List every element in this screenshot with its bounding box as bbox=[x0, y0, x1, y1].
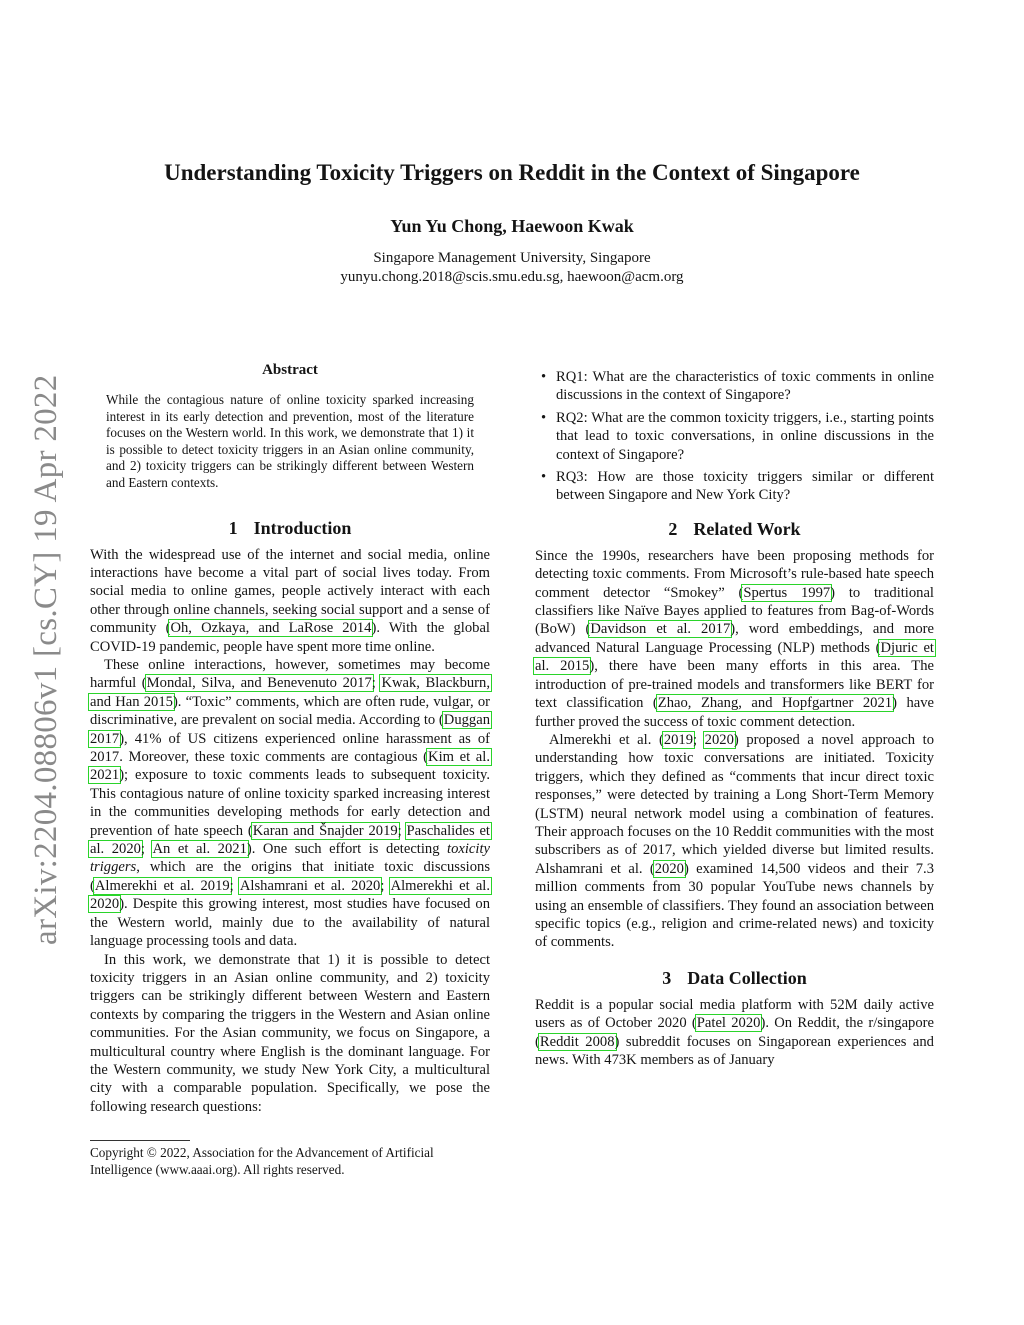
paper-title: Understanding Toxicity Triggers on Reddit in the Context of Singapore bbox=[164, 160, 860, 185]
section-title: Introduction bbox=[253, 517, 352, 538]
section-title: Data Collection bbox=[687, 967, 807, 988]
citation-link[interactable]: Karan and Šnajder 2019 bbox=[252, 822, 398, 839]
section-number: 2 bbox=[668, 518, 678, 539]
section-heading-data-collection bbox=[535, 968, 934, 989]
left-column bbox=[90, 362, 490, 1116]
citation-link[interactable]: Reddit 2008 bbox=[539, 1033, 615, 1050]
research-questions-list bbox=[535, 368, 934, 505]
citation-link[interactable]: An et al. 2021 bbox=[152, 841, 247, 858]
section-number: 1 bbox=[228, 517, 238, 538]
footnote-text: Copyright © 2022, Association for the Advancement of Artificial Intelligence (www.aaai.org). All rights reserved. bbox=[90, 1145, 434, 1177]
citation-link[interactable]: Kim et al. 2021 bbox=[90, 749, 490, 784]
section-heading-related-work bbox=[535, 519, 934, 540]
list-item: • RQ3: How are those toxicity triggers similar or different between Singapore and New York City? bbox=[541, 469, 934, 504]
citation-link[interactable]: 2019 bbox=[663, 731, 693, 748]
citation-link[interactable]: Davidson et al. 2017 bbox=[590, 621, 731, 638]
right-column bbox=[535, 362, 934, 1069]
citation-link[interactable]: Djuric et al. 2015 bbox=[535, 639, 934, 675]
related-paragraph-2: Almerekhi et al. (2019; 2020) proposed a novel approach to understanding how toxic conversations are initiated. Toxicity triggers, which they defined as “comments that incur direct toxic responses,” were detected by training a Long Short-Term Memory (LSTM) neural network model using a combination of features. Their approach focuses on the 10 Reddit communities with the most subscribers as of 2017, which yielded diverse but limited results. Alshamrani et al. (2020) examined 14,500 videos and their 7.3 million comments from 30 popular YouTube news channels by using an ensemble of classifiers. They found an association between specific topics (e.g., religion and crime-related news) and toxicity of comments. bbox=[535, 731, 934, 951]
citation-link[interactable]: 2020 bbox=[654, 860, 684, 877]
section-heading-introduction bbox=[90, 518, 490, 539]
citation-link[interactable]: Spertus 1997 bbox=[743, 584, 831, 601]
paper-authors: Yun Yu Chong, Haewoon Kwak bbox=[390, 216, 634, 236]
arxiv-identifier: arXiv:2204.08806v1 [cs.CY] 19 Apr 2022 bbox=[28, 374, 64, 945]
citation-link[interactable]: Mondal, Silva, and Benevenuto 2017 bbox=[146, 675, 372, 692]
section-title: Related Work bbox=[693, 518, 801, 539]
citation-link[interactable]: Oh, Ozkaya, and LaRose 2014 bbox=[170, 620, 372, 637]
related-paragraph-1: Since the 1990s, researchers have been proposing methods for detecting toxic comments. From Microsoft’s rule-based hate speech comment detector “Smokey” (Spertus 1997) to traditional classifiers like Naïve Bayes applied to features from Bag-of-Words (BoW) (Davidson et al. 2017), word embeddings, and more advanced Natural Language Processing (NLP) methods (Djuric et al. 2015), there have been many efforts in this area. The introduction of pre-trained models and transformers like BERT for text classification (Zhao, Zhang, and Hopfgartner 2021) have further proved the success of toxic comment detection. bbox=[535, 547, 934, 730]
section-number: 3 bbox=[662, 967, 672, 988]
citation-link[interactable]: Patel 2020 bbox=[696, 1015, 761, 1032]
affiliation-line: Singapore Management University, Singapore bbox=[373, 250, 651, 266]
copyright-footnote bbox=[90, 1140, 490, 1178]
intro-paragraph-2: These online interactions, however, sometimes may become harmful (Mondal, Silva, and Benevenuto 2017; Kwak, Blackburn, and Han 2015). “Toxic” comments, which are often rude, vulgar, or discriminative, are prevalent on social media. According to (Duggan 2017), 41% of US citizens experienced online harassment as of 2017. Moreover, these toxic comments are contagious (Kim et al. 2021); exposure to toxic comments leads to subsequent toxicity. This contagious nature of online toxicity sparked increasing interest in the communities developing methods for early detection and prevention of hate speech (Karan and Šnajder 2019; Paschalides et al. 2020; An et al. 2021). One such effort is detecting toxicity triggers, which are the origins that initiate toxic discussions (Almerekhi et al. 2019; Alshamrani et al. 2020; Almerekhi et al. 2020). Despite this growing interest, most studies have focused on the Western world, mainly due to the availability of natural language processing tools and data. bbox=[90, 657, 491, 950]
footnote-divider bbox=[90, 1140, 190, 1141]
intro-paragraph-3: In this work, we demonstrate that 1) it is possible to detect toxicity triggers in an Asian online community, and 2) toxicity triggers can be strikingly different between Western and Eastern contexts by comparing the triggers in the Western and Asian online communities. For the Asian community, we focus on Singapore, a multicultural country where English is the dominant language. For the Western community, we study New York City, a multicultural city with a comparable population. Specifically, we pose the following research questions: bbox=[90, 951, 490, 1115]
bullet-icon: • bbox=[541, 409, 547, 426]
abstract-heading: Abstract bbox=[262, 362, 318, 378]
citation-link[interactable]: Zhao, Zhang, and Hopfgartner 2021 bbox=[657, 695, 893, 712]
citation-link[interactable]: Almerekhi et al. 2019 bbox=[94, 877, 230, 894]
bullet-icon: • bbox=[541, 369, 547, 385]
abstract-text: While the contagious nature of online toxicity sparked increasing interest in its early detection and prevention, most of the literature focuses on the Western world. In this work, we demonstrate that 1) it is possible to detect toxicity triggers in an Asian online community, and 2) toxicity triggers can be strikingly different between Western and Eastern contexts. bbox=[106, 392, 474, 490]
list-item: • RQ1: What are the characteristics of toxic comments in online discussions in the context of Singapore? bbox=[541, 369, 934, 404]
data-paragraph-1: Reddit is a popular social media platform with 52M daily active users as of October 2020 (Patel 2020). On Reddit, the r/singapore (Reddit 2008) subreddit focuses on Singaporean experiences and news. With 473K members as of January bbox=[535, 996, 934, 1068]
author-emails: yunyu.chong.2018@scis.smu.edu.sg, haewoon@acm.org bbox=[340, 269, 684, 285]
citation-link[interactable]: Alshamrani et al. 2020 bbox=[239, 877, 381, 894]
list-item: • RQ2: What are the common toxicity triggers, i.e., starting points that lead to toxic conversations, in online discussions in the context of Singapore? bbox=[541, 409, 934, 463]
citation-link[interactable]: Kwak, Blackburn, and Han 2015 bbox=[90, 675, 490, 710]
citation-link[interactable]: 2020 bbox=[704, 731, 734, 748]
citation-link[interactable]: Almerekhi et al. 2020 bbox=[90, 877, 491, 913]
citation-link[interactable]: Paschalides et al. 2020 bbox=[90, 822, 490, 858]
bullet-icon: • bbox=[541, 469, 547, 486]
intro-paragraph-1: With the widespread use of the internet and social media, online interactions have become a vital part of social lives today. From social media to online games, people actively interact with each other through online channels, seeking social support and a sense of community (Oh, Ozkaya, and LaRose 2014). With the global COVID-19 pandemic, people have spent more time online. bbox=[90, 546, 490, 655]
citation-link[interactable]: Duggan 2017 bbox=[90, 712, 490, 747]
author-affiliation bbox=[0, 249, 1024, 287]
